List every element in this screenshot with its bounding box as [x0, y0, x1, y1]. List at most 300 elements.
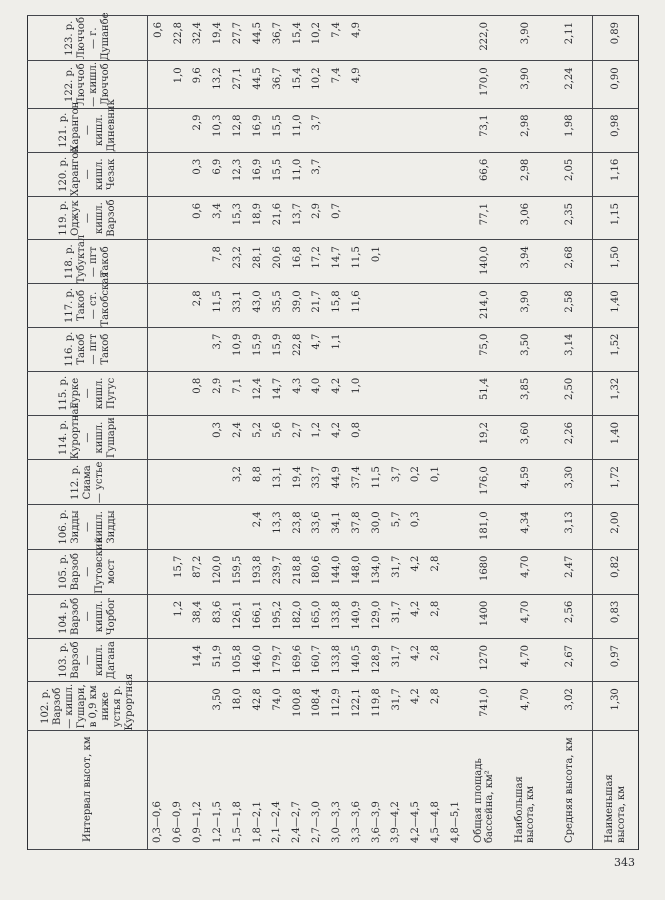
table-cell: 21,6 [267, 196, 287, 239]
table-cell [446, 505, 466, 549]
table-cell: 2,47 [547, 549, 592, 594]
column-header: 116. р. Такоб — пгт Такоб [28, 327, 148, 371]
table-cell: 1,0 [347, 371, 367, 415]
table-cell: 37,8 [347, 505, 367, 549]
table-row [168, 16, 188, 850]
row-label: 3,6—3,9 [366, 731, 386, 850]
table-cell: 2,7 [287, 415, 307, 459]
table-row [347, 16, 367, 850]
table-cell: 140,0 [466, 240, 503, 284]
stat-row [593, 16, 639, 850]
table-cell [148, 682, 168, 731]
table-cell [406, 152, 426, 196]
table-cell: 0,6 [148, 16, 168, 61]
table-cell [347, 152, 367, 196]
table-cell: 3,94 [503, 240, 548, 284]
table-cell: 6,9 [208, 152, 228, 196]
table-cell: 2,8 [426, 639, 446, 682]
table-row [426, 16, 446, 850]
table-cell: 31,7 [386, 639, 406, 682]
table-cell [188, 240, 208, 284]
table-cell: 73,1 [466, 108, 503, 152]
table-cell: 10,2 [307, 61, 327, 108]
table-cell: 39,0 [287, 284, 307, 327]
table-cell [188, 327, 208, 371]
table-cell: 34,1 [327, 505, 347, 549]
row-label: 0,3—0,6 [148, 731, 168, 850]
table-cell: 1270 [466, 639, 503, 682]
table-cell [188, 415, 208, 459]
table-cell: 2,98 [503, 152, 548, 196]
table-cell: 18,9 [247, 196, 267, 239]
table-cell: 3,13 [547, 505, 592, 549]
table-cell: 14,4 [188, 639, 208, 682]
table-row [307, 16, 327, 850]
table-cell [148, 196, 168, 239]
table-cell [386, 415, 406, 459]
table-cell: 2,05 [547, 152, 592, 196]
table-cell: 15,9 [267, 327, 287, 371]
table-cell: 13,1 [267, 460, 287, 505]
table-cell: 165,0 [307, 594, 327, 638]
table-cell: 214,0 [466, 284, 503, 327]
table-cell [366, 16, 386, 61]
table-cell [446, 415, 466, 459]
table-cell: 4,2 [327, 371, 347, 415]
table-cell [168, 505, 188, 549]
table-cell: 7,4 [327, 16, 347, 61]
table-cell [446, 61, 466, 108]
table-cell: 1,98 [547, 108, 592, 152]
table-cell: 11,5 [208, 284, 228, 327]
table-cell [327, 108, 347, 152]
table-cell [406, 196, 426, 239]
table-cell: 27,1 [228, 61, 248, 108]
row-label: 4,2—4,5 [406, 731, 426, 850]
table-cell [406, 284, 426, 327]
column-header: 115. р. Гурке — кишл. Пугус [28, 371, 148, 415]
table-row [287, 16, 307, 850]
table-cell: 1,2 [307, 415, 327, 459]
table-cell [347, 327, 367, 371]
table-cell: 11,6 [347, 284, 367, 327]
table-cell [366, 327, 386, 371]
table-cell: 4,70 [503, 549, 548, 594]
table-cell: 2,11 [547, 16, 592, 61]
table-cell [168, 371, 188, 415]
row-label: 3,9—4,2 [386, 731, 406, 850]
column-header: 112. р. Сиама — устье [28, 460, 148, 505]
column-header: 104. р. Варзоб — кишл. Чорбог [28, 594, 148, 638]
row-label: 2,1—2,4 [267, 731, 287, 850]
table-cell: 119,8 [366, 682, 386, 731]
table-cell [148, 415, 168, 459]
table-cell [426, 415, 446, 459]
table-cell: 180,6 [307, 549, 327, 594]
table-cell: 66,6 [466, 152, 503, 196]
table-cell: 13,3 [267, 505, 287, 549]
table-cell: 1,32 [593, 371, 639, 415]
table-cell: 15,9 [247, 327, 267, 371]
table-cell [168, 460, 188, 505]
table-cell: 122,1 [347, 682, 367, 731]
table-cell: 4,9 [347, 16, 367, 61]
table-cell [148, 152, 168, 196]
table-cell [446, 594, 466, 638]
table-cell: 15,4 [287, 61, 307, 108]
table-cell: 19,4 [208, 16, 228, 61]
table-cell: 146,0 [247, 639, 267, 682]
table-cell [168, 415, 188, 459]
table-cell [148, 639, 168, 682]
table-cell [386, 371, 406, 415]
table-cell [406, 240, 426, 284]
table-cell [446, 371, 466, 415]
column-header: 118. р. Тубуктал — пгт Такоб [28, 240, 148, 284]
table-cell [406, 108, 426, 152]
table-cell [386, 61, 406, 108]
table-cell: 5,2 [247, 415, 267, 459]
table-cell: 43,0 [247, 284, 267, 327]
table-cell: 2,8 [426, 594, 446, 638]
table-cell: 4,2 [406, 639, 426, 682]
table-cell: 15,5 [267, 108, 287, 152]
table-cell: 0,3 [208, 415, 228, 459]
table-cell [148, 460, 168, 505]
table-cell: 37,4 [347, 460, 367, 505]
table-cell: 75,0 [466, 327, 503, 371]
table-cell: 2,8 [426, 549, 446, 594]
table-cell: 18,0 [228, 682, 248, 731]
table-cell: 12,8 [228, 108, 248, 152]
table-cell: 193,8 [247, 549, 267, 594]
table-cell [446, 327, 466, 371]
table-cell: 12,3 [228, 152, 248, 196]
table-cell [366, 61, 386, 108]
table-cell [168, 327, 188, 371]
row-label: Общая площадь бассейна, км² [466, 731, 503, 850]
table-cell [366, 415, 386, 459]
table-cell: 159,5 [228, 549, 248, 594]
table-cell: 179,7 [267, 639, 287, 682]
table-cell: 19,4 [287, 460, 307, 505]
table-cell: 11,0 [287, 108, 307, 152]
table-cell: 9,6 [188, 61, 208, 108]
table-cell: 3,60 [503, 415, 548, 459]
table-cell [228, 505, 248, 549]
table-cell [426, 371, 446, 415]
table-cell: 3,50 [208, 682, 228, 731]
column-header: 119. р. Оджук — кишл. Варзоб [28, 196, 148, 239]
table-cell: 3,02 [547, 682, 592, 731]
table-cell: 140,9 [347, 594, 367, 638]
table-cell: 3,90 [503, 284, 548, 327]
table-cell: 0,3 [188, 152, 208, 196]
table-cell: 3,7 [208, 327, 228, 371]
table-row [327, 16, 347, 850]
table-cell [168, 152, 188, 196]
table-cell [446, 284, 466, 327]
table-cell [406, 61, 426, 108]
table-cell [426, 284, 446, 327]
table-cell: 0,98 [593, 108, 639, 152]
table-cell [446, 108, 466, 152]
table-cell [406, 327, 426, 371]
table-cell: 4,7 [307, 327, 327, 371]
table-cell: 1,30 [593, 682, 639, 731]
table-cell: 21,7 [307, 284, 327, 327]
table-cell: 1,40 [593, 284, 639, 327]
table-cell: 11,5 [366, 460, 386, 505]
table-cell: 31,7 [386, 682, 406, 731]
table-cell: 0,82 [593, 549, 639, 594]
table-cell: 0,6 [188, 196, 208, 239]
table-cell: 51,4 [466, 371, 503, 415]
table-cell: 148,0 [347, 549, 367, 594]
table-cell [426, 240, 446, 284]
row-label: Средняя высота, км [547, 731, 592, 850]
table-cell: 1,1 [327, 327, 347, 371]
table-cell: 134,0 [366, 549, 386, 594]
table-cell [386, 16, 406, 61]
table-cell: 15,7 [168, 549, 188, 594]
row-label: 4,5—4,8 [426, 731, 446, 850]
table-cell: 11,5 [347, 240, 367, 284]
table-cell: 3,50 [503, 327, 548, 371]
table-cell: 239,7 [267, 549, 287, 594]
table-cell: 2,8 [188, 284, 208, 327]
table-cell: 218,8 [287, 549, 307, 594]
table-cell: 133,8 [327, 594, 347, 638]
table-cell: 2,35 [547, 196, 592, 239]
row-label: 1,2—1,5 [208, 731, 228, 850]
table-cell: 112,9 [327, 682, 347, 731]
table-row [386, 16, 406, 850]
table-cell: 182,0 [287, 594, 307, 638]
elevation-table [27, 12, 639, 850]
table-cell: 20,6 [267, 240, 287, 284]
table-cell: 0,2 [406, 460, 426, 505]
table-cell: 0,7 [327, 196, 347, 239]
table-cell: 7,8 [208, 240, 228, 284]
table-cell [148, 549, 168, 594]
table-cell: 7,1 [228, 371, 248, 415]
table-cell: 10,9 [228, 327, 248, 371]
row-label: 2,4—2,7 [287, 731, 307, 850]
table-cell: 1400 [466, 594, 503, 638]
table-cell: 2,9 [208, 371, 228, 415]
table-cell: 2,56 [547, 594, 592, 638]
table-cell: 128,9 [366, 639, 386, 682]
table-cell: 4,0 [307, 371, 327, 415]
column-header: 106. р. Зидды — кишл. Зидды [28, 505, 148, 549]
table-cell: 2,67 [547, 639, 592, 682]
table-cell [386, 240, 406, 284]
table-cell: 32,4 [188, 16, 208, 61]
table-cell: 2,58 [547, 284, 592, 327]
table-cell: 4,70 [503, 682, 548, 731]
table-cell: 11,0 [287, 152, 307, 196]
table-cell: 10,3 [208, 108, 228, 152]
table-cell [168, 108, 188, 152]
table-cell [406, 415, 426, 459]
table-cell: 36,7 [267, 16, 287, 61]
table-cell: 28,1 [247, 240, 267, 284]
table-cell: 3,90 [503, 16, 548, 61]
table-cell: 17,2 [307, 240, 327, 284]
stat-row [503, 16, 548, 850]
column-header: 114. р. Курортная — кишл. Гушари [28, 415, 148, 459]
table-cell: 4,2 [406, 682, 426, 731]
table-cell [366, 284, 386, 327]
table-cell [208, 460, 228, 505]
row-label: 1,8—2,1 [247, 731, 267, 850]
table-cell: 181,0 [466, 505, 503, 549]
table-cell [386, 108, 406, 152]
table-cell: 3,7 [307, 108, 327, 152]
table-cell: 13,7 [287, 196, 307, 239]
table-cell: 4,9 [347, 61, 367, 108]
table-cell: 170,0 [466, 61, 503, 108]
table-cell: 31,7 [386, 549, 406, 594]
table-cell: 3,06 [503, 196, 548, 239]
table-cell [148, 240, 168, 284]
table-cell: 2,8 [426, 682, 446, 731]
table-cell [168, 682, 188, 731]
table-cell: 0,8 [347, 415, 367, 459]
row-label: 3,0—3,3 [327, 731, 347, 850]
table-cell [366, 371, 386, 415]
column-header: 105. р. Варзоб — Путовский мост [28, 549, 148, 594]
table-cell: 1,72 [593, 460, 639, 505]
table-cell [168, 240, 188, 284]
column-header: 117. р. Такоб — ст. Такобская [28, 284, 148, 327]
table-cell [446, 152, 466, 196]
table-cell: 27,7 [228, 16, 248, 61]
table-cell: 83,6 [208, 594, 228, 638]
table-cell: 133,8 [327, 639, 347, 682]
row-label: 3,3—3,6 [347, 731, 367, 850]
table-cell [426, 16, 446, 61]
table-cell: 14,7 [267, 371, 287, 415]
table-cell [426, 61, 446, 108]
table-cell: 3,2 [228, 460, 248, 505]
table-cell: 176,0 [466, 460, 503, 505]
row-label: 0,9—1,2 [188, 731, 208, 850]
row-label: Наибольшая высота, км [503, 731, 548, 850]
table-cell: 44,5 [247, 16, 267, 61]
table-cell: 4,2 [327, 415, 347, 459]
table-cell [168, 639, 188, 682]
table-row [148, 16, 168, 850]
table-cell: 15,8 [327, 284, 347, 327]
table-cell: 4,70 [503, 594, 548, 638]
table-cell: 741,0 [466, 682, 503, 731]
column-header: 122. р. Люччоб — кишл. Люччоб [28, 61, 148, 108]
table-cell: 4,2 [406, 549, 426, 594]
table-cell [446, 240, 466, 284]
table-cell: 2,9 [188, 108, 208, 152]
table-cell: 51,9 [208, 639, 228, 682]
table-cell: 0,1 [366, 240, 386, 284]
table-cell: 22,8 [287, 327, 307, 371]
page-number: 343 [614, 856, 635, 869]
table-cell: 4,59 [503, 460, 548, 505]
table-cell: 0,89 [593, 16, 639, 61]
table-cell [188, 682, 208, 731]
table-cell: 33,7 [307, 460, 327, 505]
table-cell [148, 594, 168, 638]
table-cell: 2,98 [503, 108, 548, 152]
table-cell: 1,52 [593, 327, 639, 371]
table-row [247, 16, 267, 850]
stat-row [547, 16, 592, 850]
table-cell: 2,4 [228, 415, 248, 459]
table-cell: 108,4 [307, 682, 327, 731]
table-cell [148, 327, 168, 371]
table-cell [406, 371, 426, 415]
table-cell: 0,1 [426, 460, 446, 505]
table-cell: 4,34 [503, 505, 548, 549]
table-cell [386, 327, 406, 371]
table-cell: 8,8 [247, 460, 267, 505]
table-cell: 2,9 [307, 196, 327, 239]
table-cell: 42,8 [247, 682, 267, 731]
table-cell: 3,7 [307, 152, 327, 196]
table-cell: 140,5 [347, 639, 367, 682]
table-row [267, 16, 287, 850]
table-cell: 44,9 [327, 460, 347, 505]
table-cell: 2,68 [547, 240, 592, 284]
table-cell: 3,30 [547, 460, 592, 505]
table-cell: 1680 [466, 549, 503, 594]
table-cell: 35,5 [267, 284, 287, 327]
table-cell: 1,15 [593, 196, 639, 239]
table-row [208, 16, 228, 850]
table-cell: 3,4 [208, 196, 228, 239]
table-cell: 3,90 [503, 61, 548, 108]
table-cell: 23,2 [228, 240, 248, 284]
table-cell: 14,7 [327, 240, 347, 284]
table-cell: 2,26 [547, 415, 592, 459]
table-cell [366, 152, 386, 196]
row-label: 1,5—1,8 [228, 731, 248, 850]
table-cell: 87,2 [188, 549, 208, 594]
table-cell: 166,1 [247, 594, 267, 638]
table-cell: 3,14 [547, 327, 592, 371]
table-cell [148, 284, 168, 327]
table-cell: 12,4 [247, 371, 267, 415]
table-cell: 15,5 [267, 152, 287, 196]
table-cell: 126,1 [228, 594, 248, 638]
table-cell: 144,0 [327, 549, 347, 594]
table-cell: 0,97 [593, 639, 639, 682]
table-cell [347, 196, 367, 239]
table-cell [188, 505, 208, 549]
table-cell: 16,8 [287, 240, 307, 284]
table-cell [168, 284, 188, 327]
table-cell [446, 16, 466, 61]
table-cell: 7,4 [327, 61, 347, 108]
corner-header-cell: Интервал высот, км [28, 731, 148, 850]
table-cell: 38,4 [188, 594, 208, 638]
table-cell [426, 196, 446, 239]
total-area-row [466, 16, 503, 850]
table-row [446, 16, 466, 850]
table-cell: 33,1 [228, 284, 248, 327]
table-cell: 1,50 [593, 240, 639, 284]
table-cell [406, 16, 426, 61]
